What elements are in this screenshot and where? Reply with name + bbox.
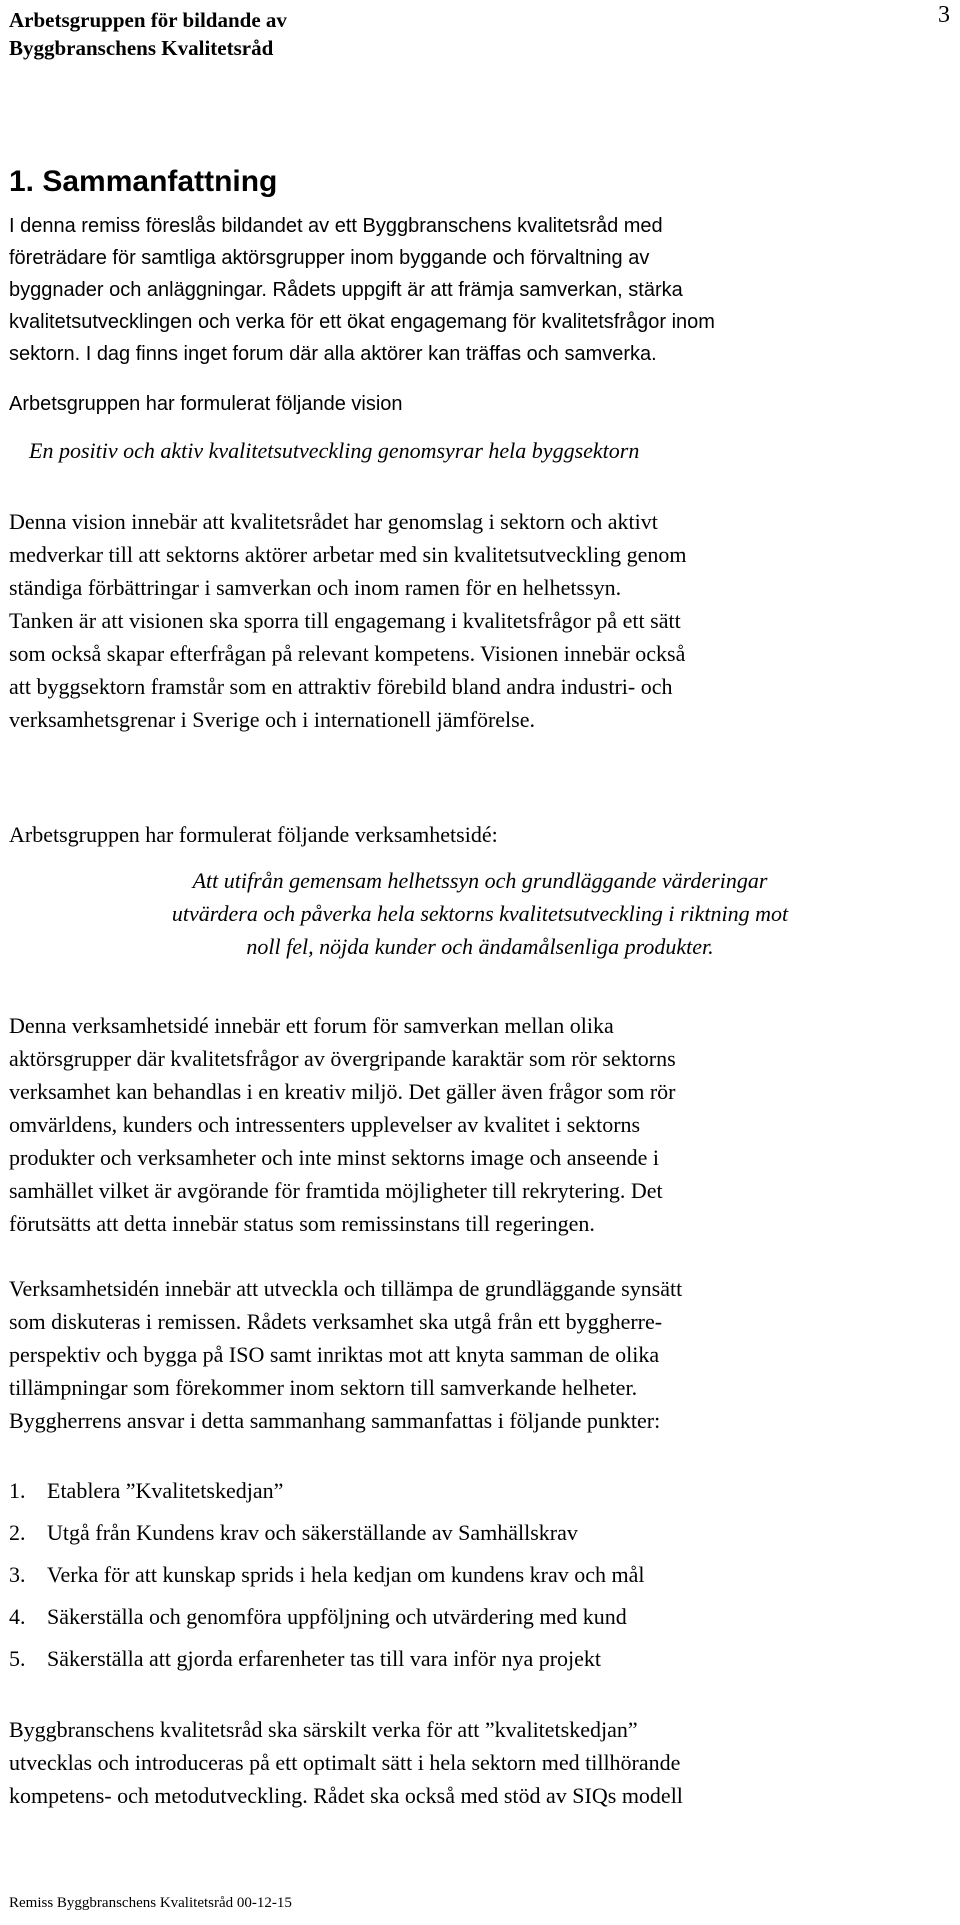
vision-line: verksamhetsgrenar i Sverige och i internationell jämförelse.	[9, 707, 535, 732]
vision-line: att byggsektorn framstår som en attraktiv förebild bland andra industri- och	[9, 674, 673, 699]
vision-statement: En positiv och aktiv kvalitetsutveckling genomsyrar hela byggsektorn	[29, 438, 640, 463]
responsibility-list	[9, 1470, 645, 1680]
section-title: 1. Sammanfattning	[9, 165, 278, 198]
mission-line: samhället vilket är avgörande för framtida möjligheter till rekrytering. Det	[9, 1178, 663, 1203]
mission-paragraph	[9, 1009, 954, 1240]
mission-line: Att utifrån gemensam helhetssyn och grundläggande värderingar	[192, 868, 768, 893]
list-item: 3. Verka för att kunskap sprids i hela kedjan om kundens krav och mål	[9, 1562, 645, 1587]
closing-line: utvecklas och introduceras på ett optimalt sätt i hela sektorn med tillhörande	[9, 1750, 681, 1775]
approach-line: som diskuteras i remissen. Rådets verksamhet ska utgå från ett byggherre-	[9, 1309, 663, 1334]
vision-line: medverkar till att sektorns aktörer arbetar med sin kvalitetsutveckling genom	[9, 542, 687, 567]
closing-paragraph	[9, 1713, 954, 1812]
vision-intro: Arbetsgruppen har formulerat följande vision	[9, 393, 403, 415]
approach-line: Verksamhetsidén innebär att utveckla och tillämpa de grundläggande synsätt	[9, 1276, 683, 1301]
intro-line: sektorn. I dag finns inget forum där alla aktörer kan träffas och samverka.	[9, 343, 657, 365]
vision-line: Tanken är att visionen ska sporra till engagemang i kvalitetsfrågor på ett sätt	[9, 608, 681, 633]
mission-line: verksamhet kan behandlas i en kreativ miljö. Det gäller även frågor som rör	[9, 1079, 676, 1104]
mission-statement	[9, 864, 951, 963]
vision-line: Denna vision innebär att kvalitetsrådet har genomslag i sektorn och aktivt	[9, 509, 658, 534]
mission-intro: Arbetsgruppen har formulerat följande verksamhetsidé:	[9, 822, 498, 847]
document-header	[9, 6, 287, 62]
list-item: 4. Säkerställa och genomföra uppföljning och utvärdering med kund	[9, 1604, 627, 1629]
intro-line: I denna remiss föreslås bildandet av ett Byggbranschens kvalitetsråd med	[9, 215, 663, 237]
mission-line: Denna verksamhetsidé innebär ett forum för samverkan mellan olika	[9, 1013, 614, 1038]
approach-line: tillämpningar som förekommer inom sektorn till samverkande helheter.	[9, 1375, 638, 1400]
approach-paragraph	[9, 1272, 954, 1437]
approach-line: Byggherrens ansvar i detta sammanhang sammanfattas i följande punkter:	[9, 1408, 661, 1433]
list-item: 1. Etablera ”Kvalitetskedjan”	[9, 1478, 284, 1503]
page-footer: Remiss Byggbranschens Kvalitetsråd 00-12-15	[9, 1895, 292, 1911]
page-number: 3	[938, 2, 950, 28]
vision-line: som också skapar efterfrågan på relevant kompetens. Visionen innebär också	[9, 641, 686, 666]
mission-line: aktörsgrupper där kvalitetsfrågor av övergripande karaktär som rör sektorns	[9, 1046, 676, 1071]
header-line-1: Arbetsgruppen för bildande av	[9, 8, 287, 32]
intro-line: kvalitetsutvecklingen och verka för ett ökat engagemang för kvalitetsfrågor inom	[9, 311, 715, 333]
intro-line: företrädare för samtliga aktörsgrupper inom byggande och förvaltning av	[9, 247, 650, 269]
mission-line: omvärldens, kunders och intressenters upplevelser av kvalitet i sektorns	[9, 1112, 641, 1137]
list-item: 2. Utgå från Kundens krav och säkerställande av Samhällskrav	[9, 1520, 578, 1545]
vision-line: ständiga förbättringar i samverkan och inom ramen för en helhetssyn.	[9, 575, 622, 600]
closing-line: Byggbranschens kvalitetsråd ska särskilt verka för att ”kvalitetskedjan”	[9, 1717, 638, 1742]
intro-paragraph	[9, 210, 954, 370]
mission-line: utvärdera och påverka hela sektorns kvalitetsutveckling i riktning mot	[171, 901, 789, 926]
mission-line: produkter och verksamheter och inte minst sektorns image och anseende i	[9, 1145, 660, 1170]
approach-line: perspektiv och bygga på ISO samt inriktas mot att knyta samman de olika	[9, 1342, 660, 1367]
mission-line: noll fel, nöjda kunder och ändamålsenliga produkter.	[246, 934, 714, 959]
mission-line: förutsätts att detta innebär status som remissinstans till regeringen.	[9, 1211, 595, 1236]
vision-paragraph	[9, 505, 954, 736]
list-item: 5. Säkerställa att gjorda erfarenheter tas till vara inför nya projekt	[9, 1646, 602, 1671]
closing-line: kompetens- och metodutveckling. Rådet ska också med stöd av SIQs modell	[9, 1783, 683, 1808]
intro-line: byggnader och anläggningar. Rådets uppgift är att främja samverkan, stärka	[9, 279, 683, 301]
header-line-2: Byggbranschens Kvalitetsråd	[9, 36, 274, 60]
